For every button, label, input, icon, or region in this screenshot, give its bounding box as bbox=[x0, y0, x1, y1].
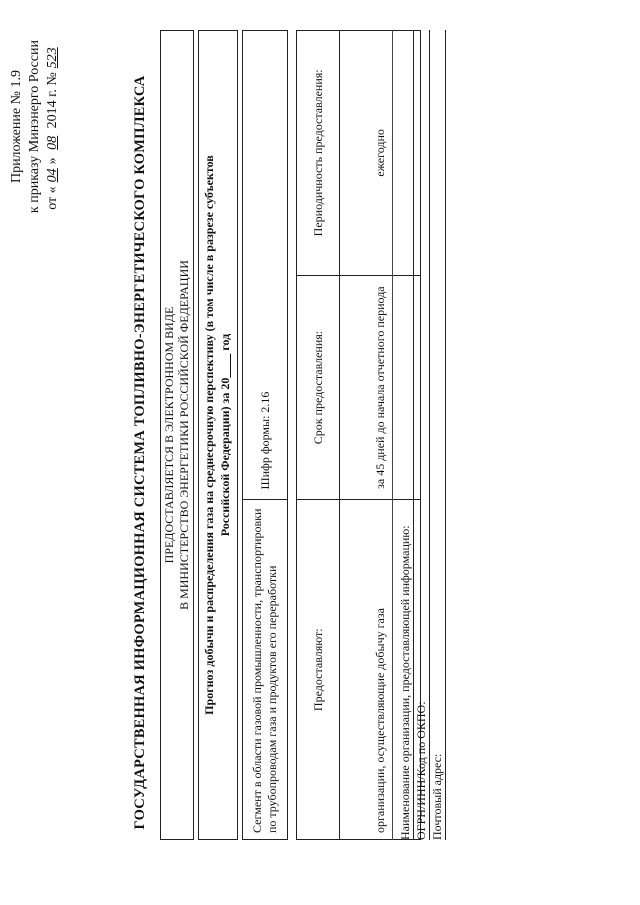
form-info-table bbox=[242, 30, 421, 840]
segment-cell: Сегмент в области газовой промышленности, транспортировки по трубопроводам газа и продуктов его переработки bbox=[243, 500, 288, 840]
divider bbox=[392, 30, 393, 840]
appendix-order: к приказу Минэнерго России bbox=[27, 40, 42, 214]
form-title-box bbox=[198, 30, 238, 840]
deadline-value: за 45 дней до начала отчетного периода bbox=[340, 275, 421, 500]
appendix-order-number: 523 bbox=[45, 47, 60, 69]
ogrn-field: ОГРН/ИНН/Код по ОКПО: bbox=[414, 30, 430, 840]
providers-value: организации, осуществляющие добычу газа bbox=[340, 500, 421, 840]
appendix-date: от «04» 08 2014 г. №523 bbox=[44, 40, 62, 213]
deadline-header: Срок предоставления: bbox=[297, 275, 340, 500]
segment-row bbox=[243, 31, 288, 840]
table-gap bbox=[288, 31, 297, 840]
appendix-day: 04 bbox=[45, 168, 60, 183]
appendix-year-digit: 4 bbox=[45, 100, 60, 108]
notice-line-1: ПРЕДОСТАВЛЯЕТСЯ В ЭЛЕКТРОННОМ ВИДЕ bbox=[162, 306, 176, 564]
providers-header: Предоставляют: bbox=[297, 500, 340, 840]
form-code-cell: Шифр формы: 2.16 bbox=[243, 31, 288, 500]
form-title-line-1: Прогноз добычи и распределения газа на среднесрочную перспективу (в том числе в разрезе субъектов bbox=[202, 155, 216, 715]
notice-line-2: В МИНИСТЕРСТВО ЭНЕРГЕТИКИ РОССИЙСКОЙ ФЕДЕРАЦИИ bbox=[177, 260, 191, 610]
appendix-number: Приложение № 1.9 bbox=[9, 70, 24, 184]
organization-fields bbox=[398, 30, 446, 840]
periodicity-header: Периодичность предоставления: bbox=[297, 31, 340, 276]
notice-box bbox=[160, 30, 194, 840]
page-title: ГОСУДАРСТВЕННАЯ ИНФОРМАЦИОННАЯ СИСТЕМА ТОПЛИВНО-ЭНЕРГЕТИЧЕСКОГО КОМПЛЕКСА bbox=[132, 75, 148, 830]
header-row bbox=[297, 31, 340, 840]
org-name-field: Наименование организации, предоставляющей информацию: bbox=[398, 30, 414, 840]
address-field: Почтовый адрес: bbox=[430, 30, 446, 840]
appendix-block bbox=[8, 40, 62, 213]
appendix-month: 08 bbox=[45, 135, 60, 150]
periodicity-value: ежегодно bbox=[340, 31, 421, 276]
form-title-line-2: Российской Федерации) за 20 год bbox=[218, 333, 232, 537]
